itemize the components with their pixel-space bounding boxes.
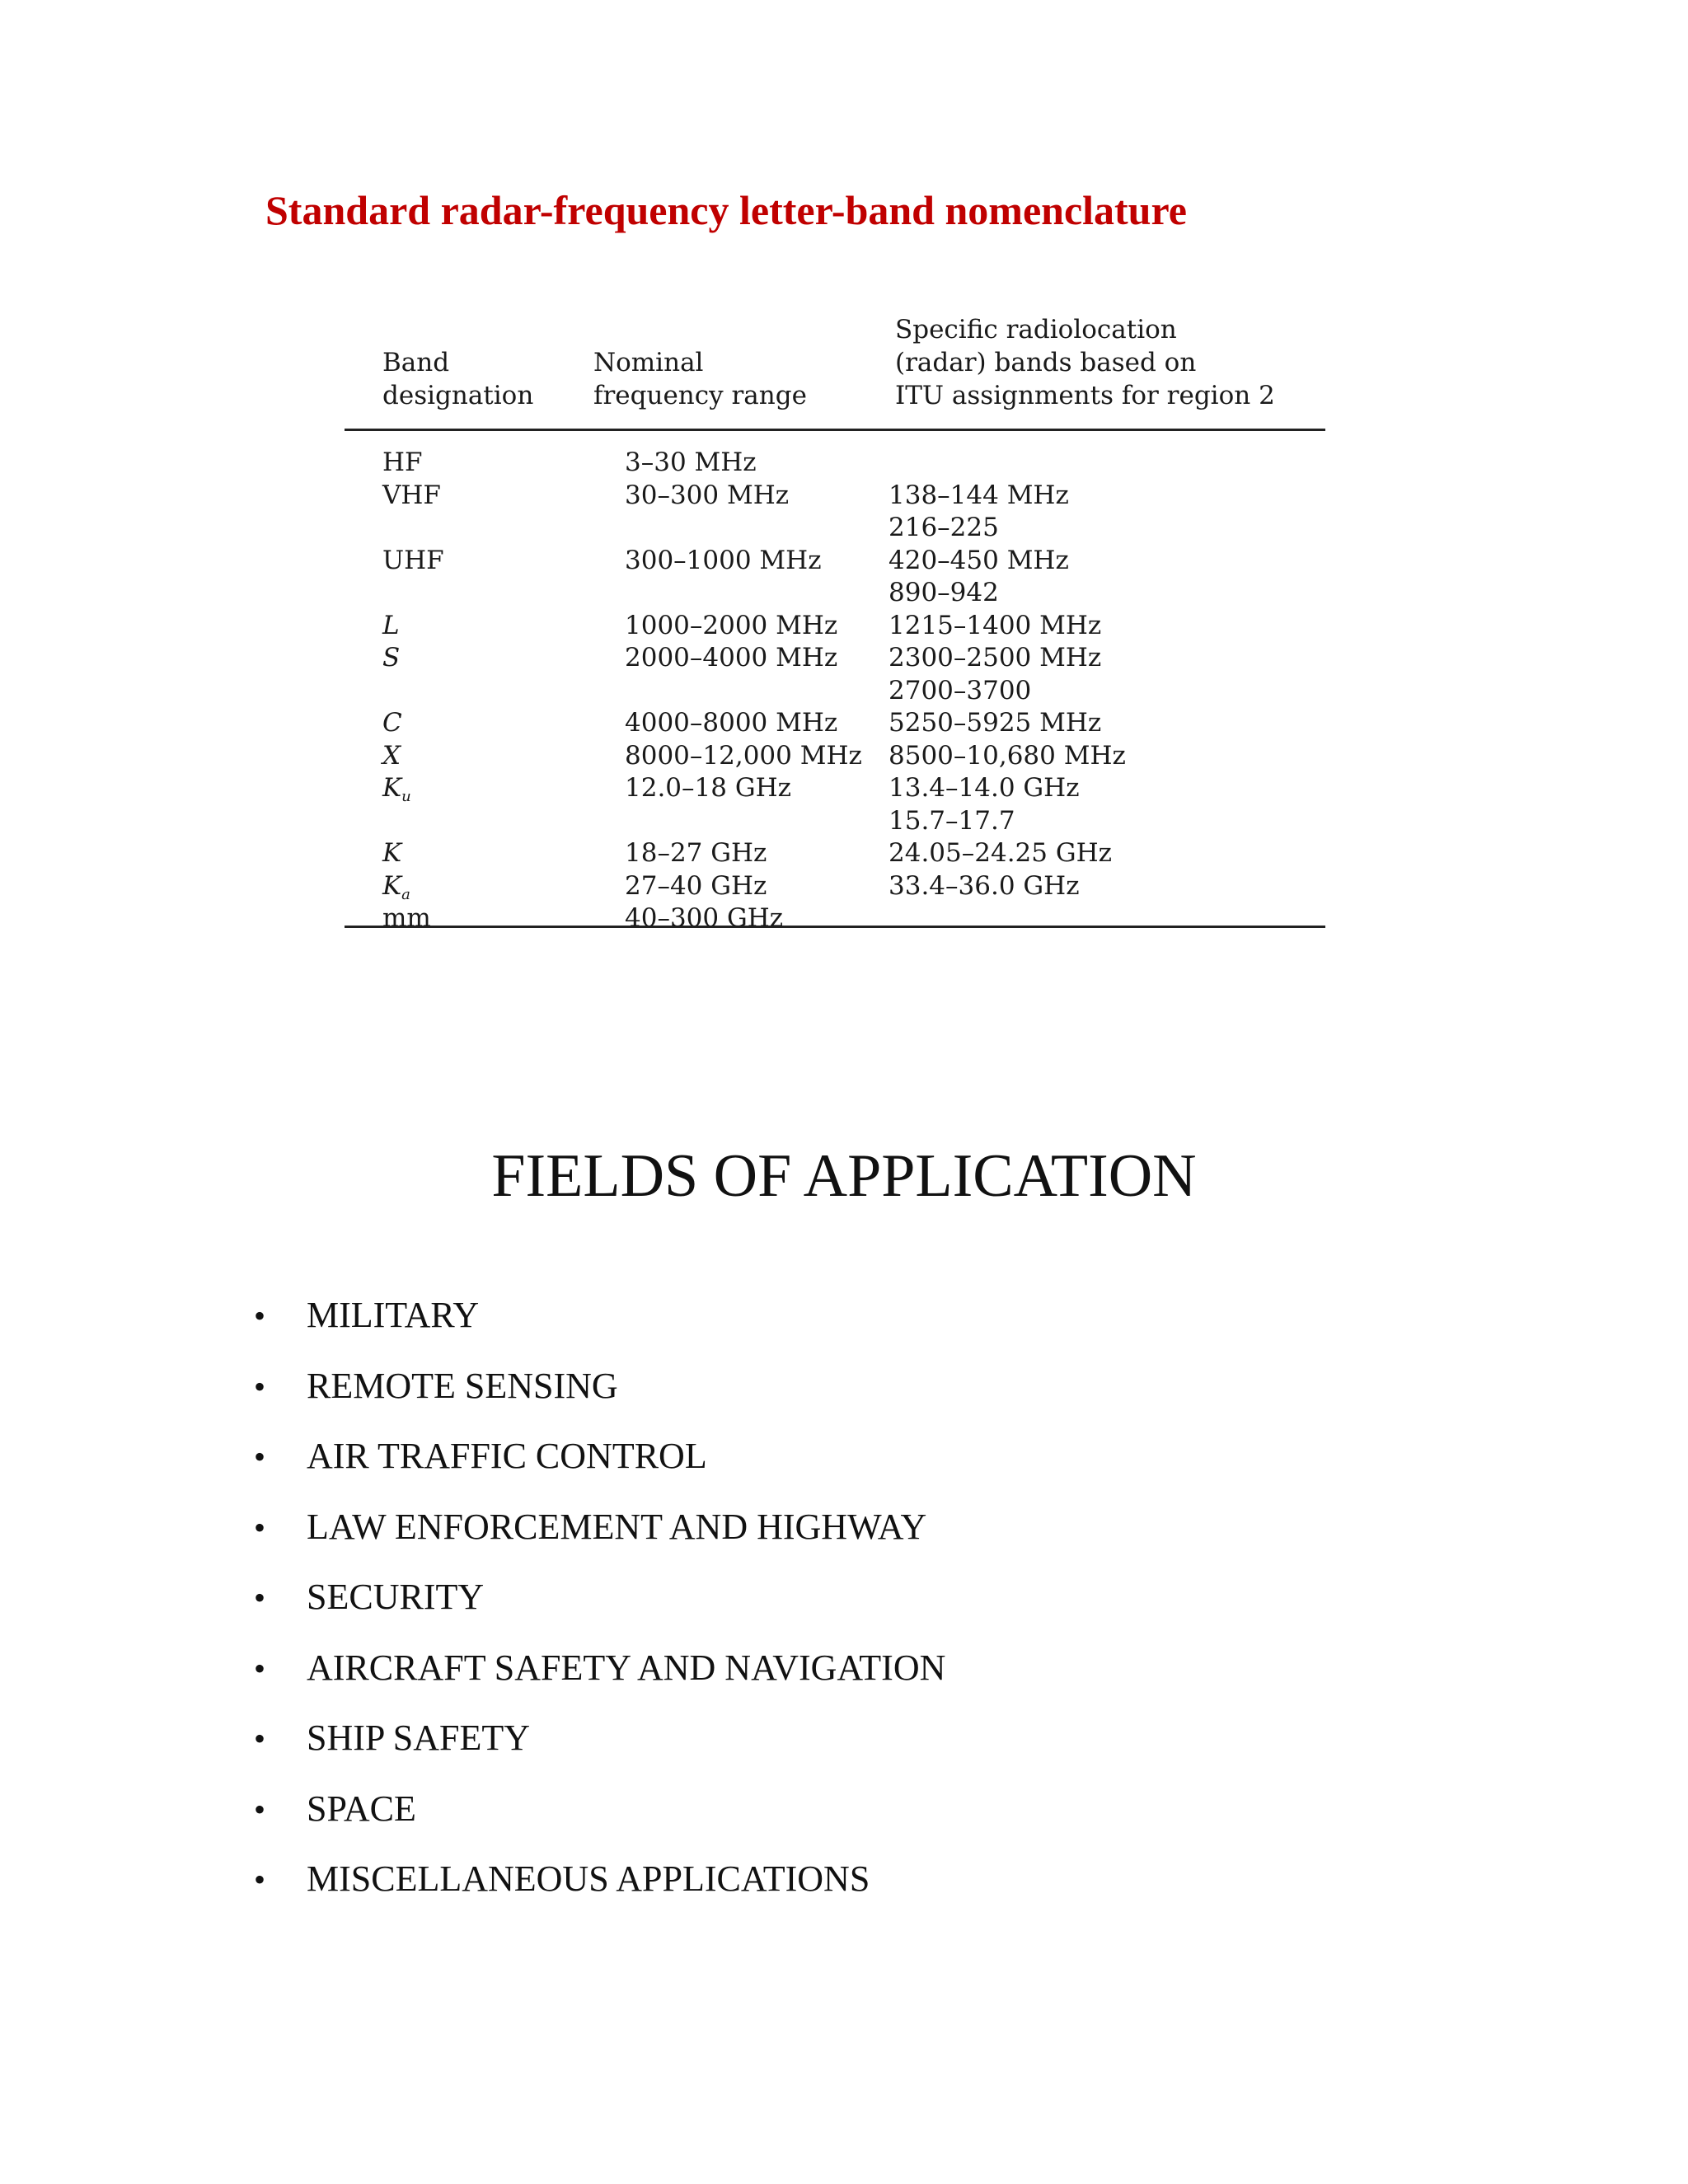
specific-band-cell: 2700–3700 [889,675,1032,705]
header-text: designation [382,381,534,410]
specific-band-cell: 33.4–36.0 GHz [889,870,1080,901]
list-item [254,1576,945,1647]
nominal-frequency-cell: 3–30 MHz [625,448,757,477]
band-label: UHF [382,545,444,575]
band-label: K [382,838,402,868]
header-text: ITU assignments for region 2 [895,381,1275,410]
nominal-frequency-cell: 8000–12,000 MHz [625,740,862,771]
band-subscript: a [401,885,410,903]
list-item [254,1788,945,1858]
specific-band-cell: 24.05–24.25 GHz [889,838,1112,868]
nominal-frequency-cell: 30–300 MHz [625,480,790,510]
bullet-icon: • [254,1649,266,1687]
nominal-frequency-cell: 1000–2000 MHz [625,610,838,640]
list-item-text: SHIP SAFETY [307,1718,530,1758]
bullet-icon: • [254,1861,266,1898]
fields-heading: FIELDS OF APPLICATION [491,1142,1197,1210]
specific-band-cell: 420–450 MHz [889,545,1069,575]
list-item [254,1858,945,1929]
list-item-text: AIRCRAFT SAFETY AND NAVIGATION [307,1647,946,1688]
specific-band-cell: 15.7–17.7 [889,805,1015,836]
bullet-icon: • [254,1367,266,1405]
specific-band-cell: 890–942 [889,578,999,607]
specific-band-cell: 8500–10,680 MHz [889,740,1126,771]
header-band-designation [382,346,533,412]
band-label: mm [382,903,431,933]
nominal-frequency-cell: 18–27 GHz [625,838,767,868]
header-nominal-frequency [593,346,807,412]
band-designation-cell [382,771,411,813]
bullet-icon: • [254,1720,266,1757]
bullet-icon: • [254,1579,266,1616]
list-item [254,1294,945,1365]
list-item-text: SECURITY [307,1577,485,1617]
header-text: frequency range [593,381,807,410]
list-item-text: LAW ENFORCEMENT AND HIGHWAY [307,1506,927,1547]
list-item [254,1365,945,1436]
specific-band-cell: 2300–2500 MHz [889,643,1102,673]
bullet-icon: • [254,1790,266,1828]
list-item-text: MISCELLANEOUS APPLICATIONS [307,1858,870,1899]
band-label: C [382,708,402,738]
table-body [345,431,1325,933]
list-item-text: AIR TRAFFIC CONTROL [307,1436,707,1476]
band-nomenclature-table [345,315,1325,933]
list-item-text: REMOTE SENSING [307,1365,618,1406]
nominal-frequency-cell: 2000–4000 MHz [625,643,838,673]
specific-band-cell: 5250–5925 MHz [889,708,1102,738]
fields-list [254,1294,945,1929]
list-item [254,1435,945,1506]
nominal-frequency-cell: 4000–8000 MHz [625,708,838,738]
band-label: L [382,610,400,640]
band-designation-cell [382,641,400,683]
specific-band-cell: 216–225 [889,513,999,542]
list-item-text: MILITARY [307,1295,480,1335]
specific-band-cell: 13.4–14.0 GHz [889,773,1080,803]
list-item [254,1647,945,1718]
list-item-text: SPACE [307,1788,416,1829]
bullet-icon: • [254,1297,266,1334]
nominal-frequency-cell: 300–1000 MHz [625,545,822,575]
header-text: Specific radiolocation [895,315,1177,344]
list-item [254,1506,945,1577]
bullet-icon: • [254,1508,266,1546]
bullet-icon: • [254,1438,266,1475]
band-label: VHF [382,480,441,510]
band-designation-cell [382,479,441,521]
band-label: X [382,740,401,771]
header-text: Band [382,348,450,377]
band-label: S [382,643,401,673]
band-subscript: u [401,788,411,805]
nominal-frequency-cell: 40–300 GHz [625,903,784,933]
band-label: K [382,773,402,803]
list-item [254,1717,945,1788]
specific-band-cell: 138–144 MHz [889,480,1069,510]
band-designation-cell [382,544,444,586]
band-label: HF [382,448,423,477]
table-header [345,317,1325,429]
band-designation-cell [382,902,431,944]
specific-band-cell: 1215–1400 MHz [889,610,1102,640]
nominal-frequency-cell: 27–40 GHz [625,870,767,901]
nominal-frequency-cell: 12.0–18 GHz [625,773,791,803]
band-label: K [382,870,402,901]
header-specific-bands [895,313,1275,412]
header-text: (radar) bands based on [895,348,1197,377]
header-text: Nominal [593,348,704,377]
page-title: Standard radar-frequency letter-band nomenclature [265,187,1187,233]
